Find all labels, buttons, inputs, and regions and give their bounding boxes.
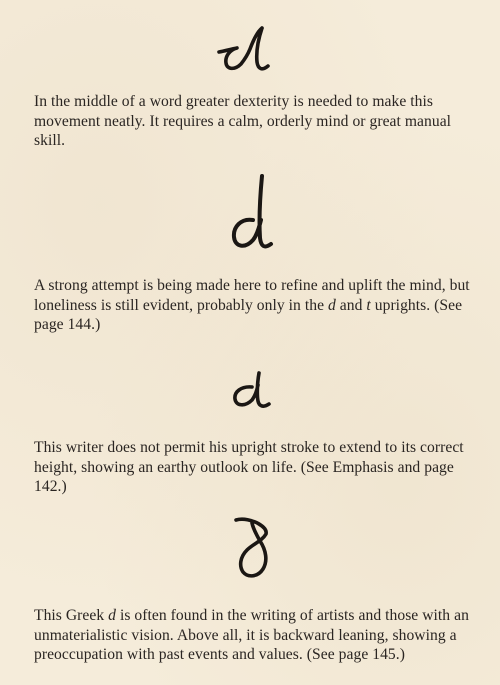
section-3-text: This writer does not permit his upright stroke to extend to its correct height, showing an earthy outlook on life. (See Emphasis and page 142.): [34, 439, 464, 495]
cursive-d-short-stem-icon: [228, 370, 276, 410]
section-2-italic-d: d: [327, 296, 336, 314]
cursive-d-flowing-icon: [215, 24, 285, 76]
section-2-italic-t: t: [366, 296, 371, 314]
cursive-d-tall-stem-icon: [226, 172, 280, 254]
section-4-text: [34, 606, 472, 665]
section-2-text-end: uprights. (See page 144.): [34, 296, 463, 333]
section-1-text: In the middle of a word greater dexterity is needed to make this movement neatly. It requires a calm, orderly mind or great manual skill.: [34, 93, 452, 149]
section-4-text-end: is often found in the writing of artists and those with an unmaterialistic vision. Above all, it is backward leaning, showing a preoccupation with past events and values. (See page 145.): [34, 607, 469, 663]
section-4-text-start: This Greek: [34, 607, 109, 624]
section-2-text-start: A strong attempt is being made here to refine and uplift the mind, but loneliness is still evident, probably only in the: [34, 277, 470, 314]
section-4-italic-d: d: [108, 607, 117, 624]
section-2-text-middle: and: [335, 296, 367, 314]
greek-d-icon: [228, 514, 278, 584]
section-2-text: [34, 276, 472, 335]
